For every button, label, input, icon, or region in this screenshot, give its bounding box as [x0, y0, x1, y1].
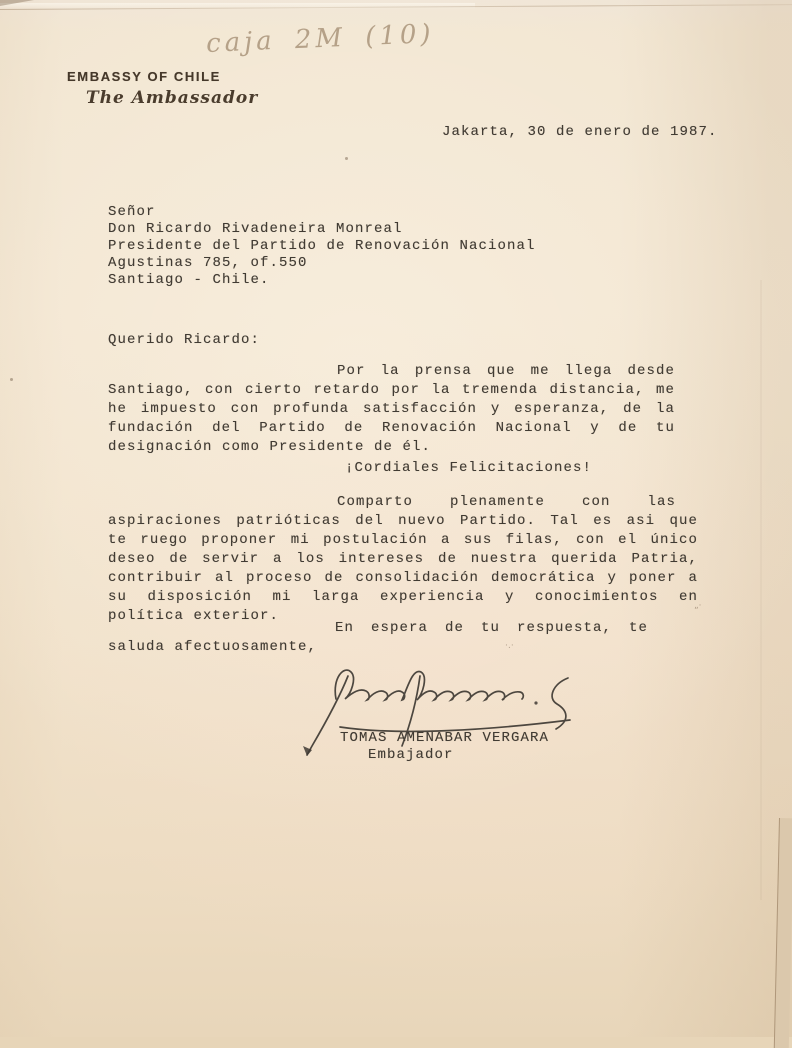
body-line: aspiraciones patrióticas del nuevo Partido. Tal es asi que	[108, 513, 698, 529]
closing-block	[108, 619, 648, 657]
paper-vertical-crease	[760, 280, 762, 900]
felicitation-line: ¡Cordiales Felicitaciones!	[345, 460, 593, 476]
recipient-line: Santiago - Chile.	[108, 272, 270, 288]
body-line: Comparto plenamente con las	[337, 494, 676, 510]
pencil-speck	[10, 378, 13, 381]
recipient-line: Presidente del Partido de Renovación Nacional	[108, 238, 536, 254]
body-line: te ruego proponer mi postulación a sus filas, con el único	[108, 532, 698, 548]
recipient-line: Agustinas 785, of.550	[108, 255, 308, 271]
salutation: Querido Ricardo:	[108, 332, 261, 348]
letterhead-office: The Ambassador	[86, 88, 259, 108]
pencil-speck: „·	[694, 601, 702, 611]
recipient-line: Don Ricardo Rivadeneira Monreal	[108, 221, 403, 237]
signer-title: Embajador	[368, 747, 454, 763]
paper-right-edge	[774, 818, 792, 1048]
signer-name: TOMAS AMENABAR VERGARA	[340, 730, 550, 746]
dateline: Jakarta, 30 de enero de 1987.	[442, 124, 718, 140]
pencil-speck: ·․·	[505, 641, 514, 651]
closing-line: En espera de tu respuesta, te	[335, 620, 648, 636]
recipient-block	[108, 204, 578, 289]
body-line: política exterior.	[108, 608, 280, 624]
pencil-annotation: caja 2M (10)	[205, 19, 436, 59]
recipient-line: Señor	[108, 204, 156, 220]
closing-line: saluda afectuosamente,	[108, 639, 318, 655]
body-paragraph-1	[108, 362, 675, 457]
body-line: he impuesto con profunda satisfacción y esperanza, de la	[108, 401, 675, 417]
body-line: Por la prensa que me llega desde	[337, 363, 675, 379]
body-line: Santiago, con cierto retardo por la tremenda distancia, me	[108, 382, 675, 398]
body-line: su disposición mi larga experiencia y conocimientos en	[108, 589, 698, 605]
body-line: contribuir al proceso de consolidación democrática y poner a	[108, 570, 698, 586]
letterhead-organization: EMBASSY OF CHILE	[67, 69, 221, 84]
paper-corner-shadow	[0, 0, 34, 6]
body-line: deseo de servir a los intereses de nuestra querida Patria,	[108, 551, 698, 567]
body-paragraph-2	[108, 493, 698, 626]
pencil-speck	[345, 157, 348, 160]
body-line: designación como Presidente de él.	[108, 439, 432, 455]
body-line: fundación del Partido de Renovación Nacional y de tu	[108, 420, 675, 436]
